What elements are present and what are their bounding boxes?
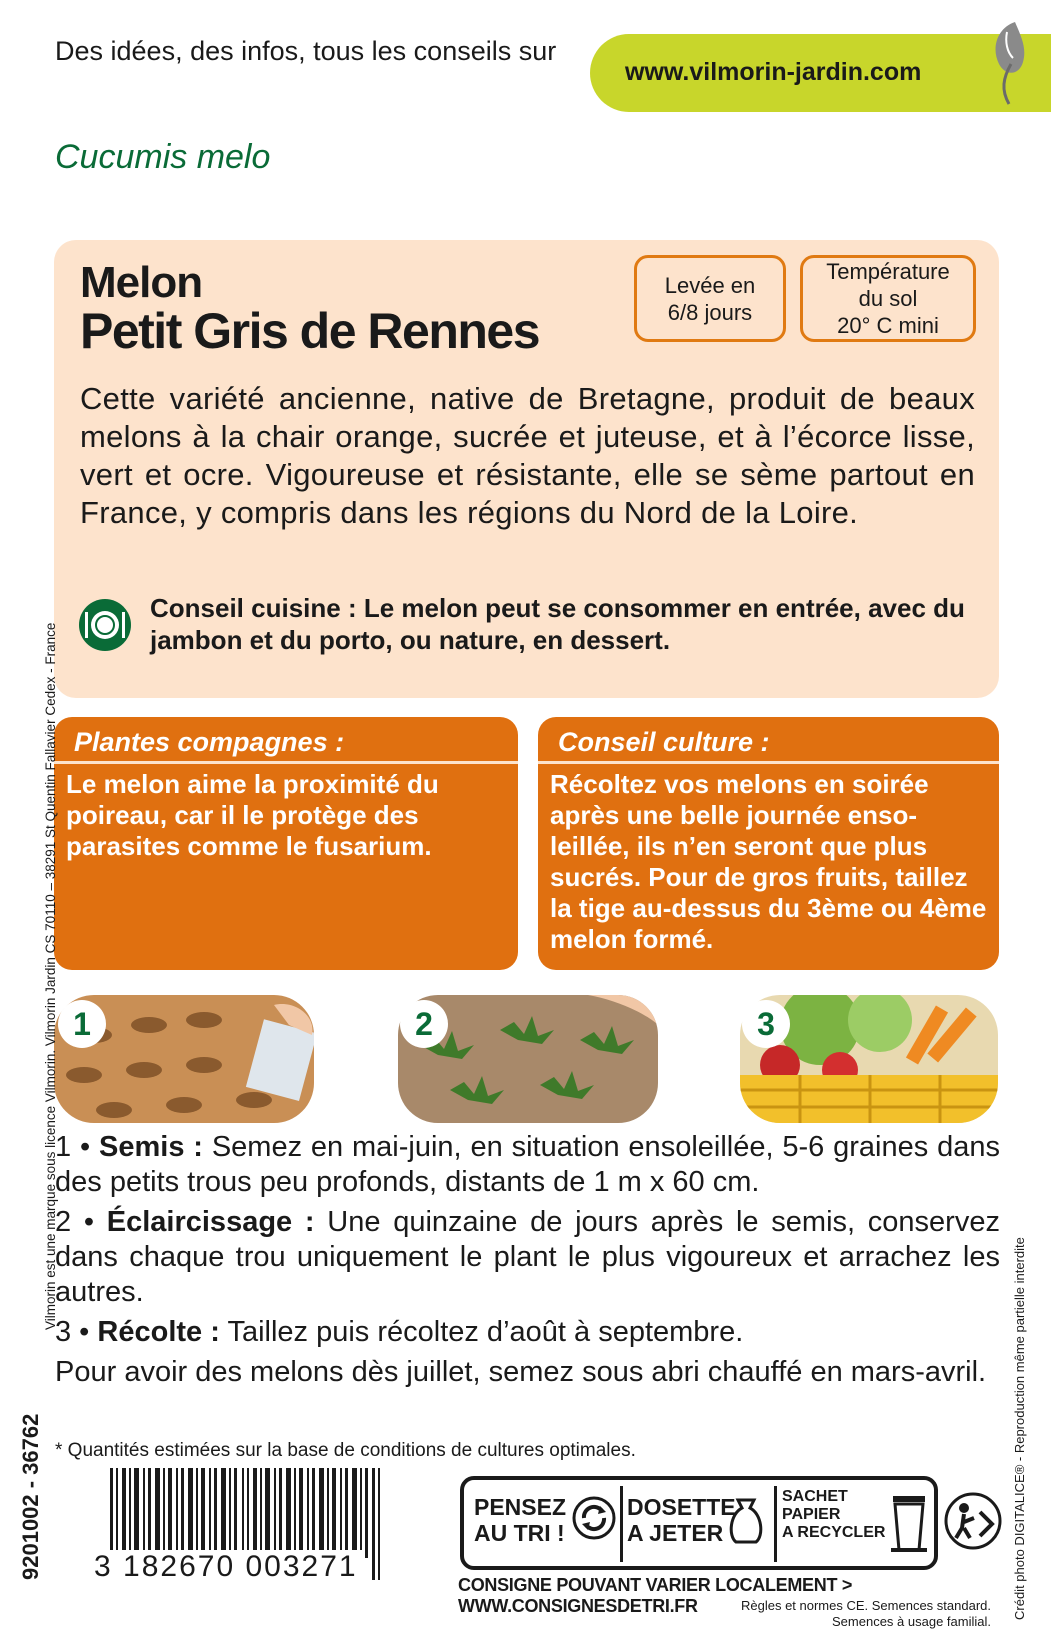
regulations: [741, 1598, 991, 1630]
vilmorin-leaf-logo: [985, 18, 1033, 108]
step-3-text: Taillez puis récoltez d’août à septembre.: [227, 1316, 744, 1348]
regulations-line2: Semences à usage familial.: [832, 1614, 991, 1629]
step-2-text: Une quinzaine de jours après le semis, conservez dans chaque trou uniquement le plant le plus vigoureux et arrachez les autres.: [55, 1206, 1000, 1308]
product-description: Cette variété ancienne, native de Bretagne, produit de beaux melons à la chair orange, sucrée et juteuse, et à l’écorce lisse, vert et ocre. Vigoureuse et résistante, elle se sème partout en France, y compris dans les régions du Nord de la Loire.: [80, 381, 975, 530]
pod-line1: DOSETTE: [627, 1494, 736, 1520]
germination-days: 6/8 jours: [667, 299, 753, 325]
step-1-index: 1 •: [55, 1131, 91, 1163]
bag-line2: PAPIER: [782, 1506, 841, 1523]
pod-disposal: [627, 1494, 736, 1546]
step-2-instruction: [55, 1205, 1000, 1310]
recycle-arrows-icon: [572, 1496, 616, 1540]
divider: [54, 761, 518, 764]
step-2-index: 2 •: [55, 1206, 95, 1238]
recycle-bin-icon: [889, 1492, 929, 1554]
early-harvest-tip: Pour avoir des melons dès juillet, semez sous abri chauffé en mars-avril.: [55, 1356, 987, 1388]
triman-logo-icon: [944, 1492, 1002, 1550]
step-1-number: 1: [58, 1000, 106, 1048]
sowing-instructions: [55, 1130, 1000, 1395]
step-2-label: Éclaircissage :: [106, 1206, 315, 1238]
recycling-info: [460, 1476, 938, 1570]
bag-recycle: [782, 1488, 885, 1542]
cooking-tip: Conseil cuisine : Le melon peut se consommer en entrée, avec du jambon et du porto, ou nature, en dessert.: [150, 593, 965, 655]
legal-notice: Vilmorin est une marque sous licence Vilmorin. Vilmorin Jardin CS 70110 – 38291 St Quentin Fallavier Cedex - France: [43, 622, 58, 1330]
plate-cutlery-icon: [78, 598, 132, 652]
product-title-line2: Petit Gris de Rennes: [80, 303, 540, 359]
temp-label-2: du sol: [858, 286, 918, 311]
companion-plants-title: Plantes compagnes :: [74, 727, 345, 757]
bag-line1: SACHET: [782, 1488, 848, 1505]
regulations-line1: Règles et normes CE. Semences standard.: [740, 1598, 991, 1613]
step-3-label: Récolte :: [97, 1316, 220, 1348]
step-1-label: Semis :: [99, 1131, 203, 1163]
temp-label-1: Température: [826, 259, 950, 284]
step-3-number: 3: [742, 1000, 790, 1048]
sort-reminder-line2: AU TRI !: [474, 1520, 565, 1546]
latin-name: Cucumis melo: [55, 138, 271, 176]
companion-plants-text: Le melon aime la proximité du poireau, car il le protège des parasites comme le fusarium.: [66, 769, 439, 861]
separator: [620, 1486, 623, 1562]
sort-reminder: [474, 1494, 566, 1546]
temp-value: 20° C mini: [837, 313, 939, 338]
barcode-number: 3 182670 003271: [90, 1550, 362, 1584]
step-3-index: 3 •: [55, 1316, 90, 1348]
bag-line3: A RECYCLER: [782, 1524, 886, 1541]
side-legal: [25, 500, 58, 1330]
photo-credit: Crédit photo DIGITALICE® - Reproduction même partielle interdite: [1012, 1237, 1027, 1620]
step-1-text: Semez en mai-juin, en situation ensoleillée, 5-6 graines dans des petits trous peu profonds, distants de 1 m x 60 cm.: [55, 1131, 1000, 1198]
product-title-line1: Melon: [80, 258, 203, 307]
growing-tip-panel: [538, 717, 999, 970]
separator: [774, 1486, 777, 1562]
step-3-instruction: [55, 1315, 1000, 1350]
pod-line2: A JETER: [627, 1520, 724, 1546]
bag-icon: [726, 1496, 766, 1546]
recycling-website: CONSIGNE POUVANT VARIER LOCALEMENT > WWW.CONSIGNESDETRI.FR: [458, 1575, 853, 1616]
germination-label: Levée en: [664, 272, 756, 298]
soil-temperature-badge: [800, 255, 976, 342]
growing-tip-text: Récoltez vos melons en soirée après une belle journée enso-leillée, ils n’en seront que plus sucrés. Pour de gros fruits, taillez la tige au-dessus du 3ème ou 4ème melon formé.: [550, 769, 987, 954]
growing-tip-title: Conseil culture :: [558, 727, 770, 757]
companion-plants-panel: [54, 717, 518, 970]
footnote: * Quantités estimées sur la base de conditions de cultures optimales.: [55, 1440, 636, 1461]
step-2-number: 2: [400, 1000, 448, 1048]
divider: [538, 761, 999, 764]
website-link[interactable]: www.vilmorin-jardin.com: [625, 58, 922, 86]
germination-badge: [634, 255, 786, 342]
sort-reminder-line1: PENSEZ: [474, 1494, 567, 1520]
product-code: 9201002 - 36762: [18, 1413, 43, 1580]
step-1-instruction: [55, 1130, 1000, 1200]
header-intro: Des idées, des infos, tous les conseils sur: [55, 36, 557, 66]
